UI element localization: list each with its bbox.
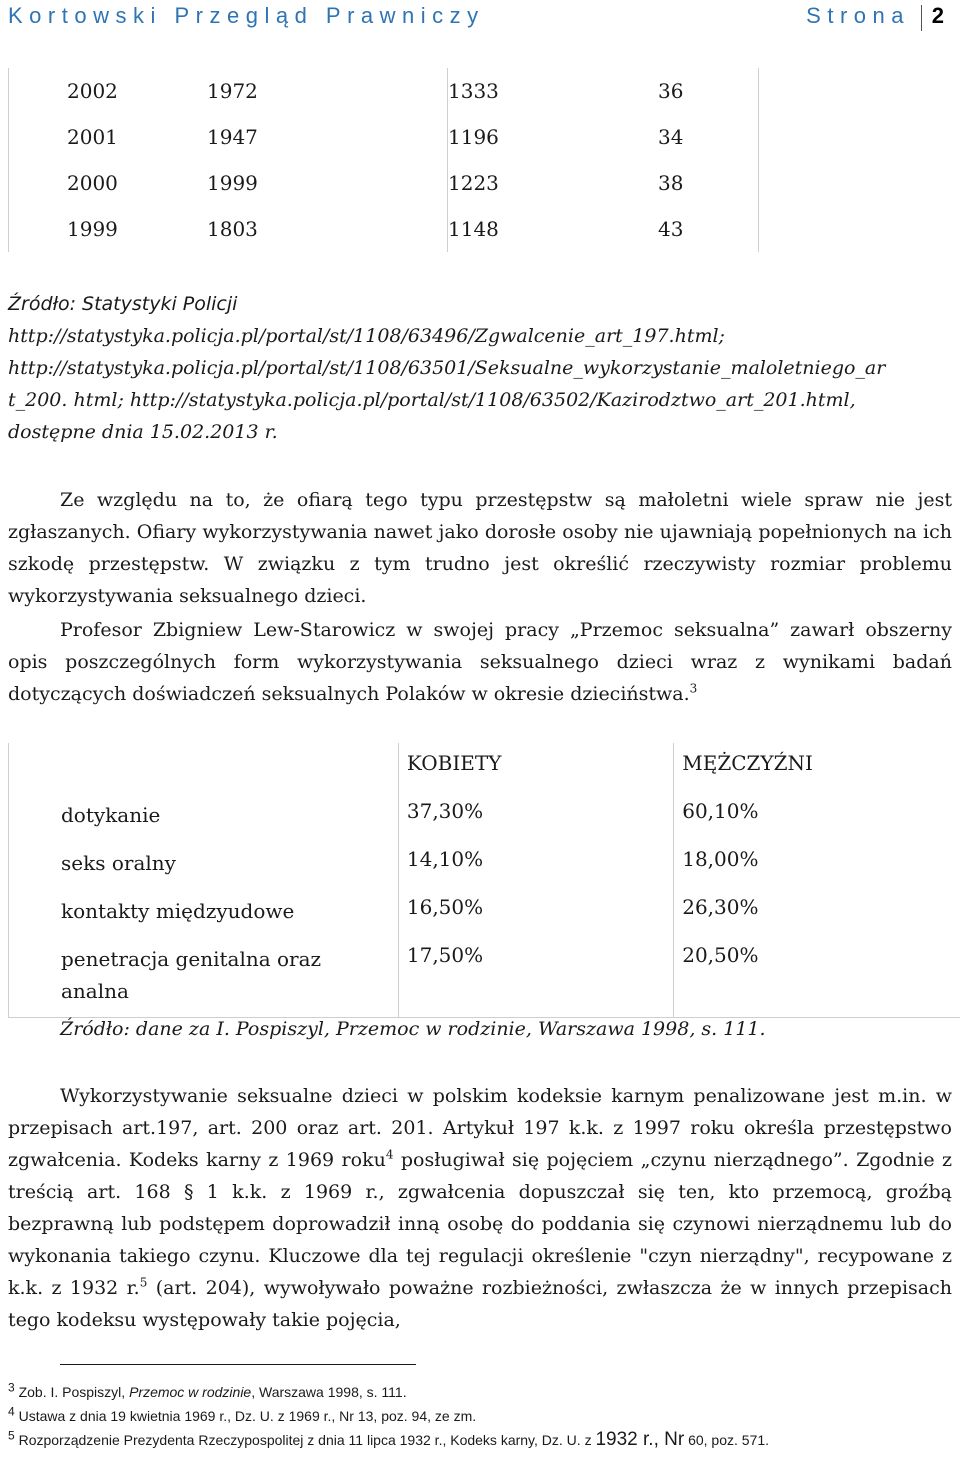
table-row bbox=[9, 895, 960, 943]
table-cell: seks oralny bbox=[9, 847, 399, 895]
footnote-title: Przemoc w rodzinie bbox=[129, 1384, 252, 1400]
table-cell: 1803 bbox=[207, 217, 258, 241]
paragraph-text: Wykorzystywanie seksualne dzieci w polskim kodeksie karnym penalizowane jest m.in. w przepisach art.197, art. 200 oraz art. 201. Artykuł 197 k.k. z 1997 roku określa przestępstwo zgwałcenia. Kodeks karny z 1969 roku bbox=[8, 1085, 952, 1171]
table-header: KOBIETY bbox=[398, 743, 673, 799]
source-note-police bbox=[8, 288, 952, 448]
paragraph-text: Ze względu na to, że ofiarą tego typu przestępstw są małoletni wiele spraw nie jest zgłaszanych. Ofiary wykorzystywania nawet jako dorosłe osoby nie ujawniają popełnionych na ich szkodę przestępstw. W związku z tym trudno jest określić rzeczywisty rozmiar problemu wykorzystywania seksualnego dzieci. bbox=[8, 489, 952, 607]
table-cell: 1223 bbox=[448, 160, 659, 206]
footnote-separator bbox=[60, 1364, 416, 1365]
footnotes bbox=[8, 1380, 952, 1452]
footnote-text: Zob. I. Pospiszyl, bbox=[14, 1384, 130, 1400]
page-header bbox=[8, 3, 952, 35]
table-row bbox=[9, 847, 960, 895]
page-label: Strona bbox=[806, 3, 910, 28]
page-number: 2 bbox=[931, 3, 944, 28]
table-cell: penetracja genitalna oraz analna bbox=[9, 943, 399, 1018]
table-row bbox=[9, 943, 960, 1018]
footnote-4 bbox=[8, 1404, 952, 1428]
footnote-text: Ustawa z dnia 19 kwietnia 1969 r., Dz. U. z 1969 r., Nr 13, poz. 94, ze zm. bbox=[14, 1408, 477, 1424]
table-cell: 2001 bbox=[9, 114, 208, 160]
source-note-pospiszyl: Źródło: dane za I. Pospiszyl, Przemoc w rodzinie, Warszawa 1998, s. 111. bbox=[60, 1018, 766, 1040]
table-border bbox=[759, 206, 760, 252]
table-header: MĘŻCZYŹNI bbox=[674, 743, 960, 799]
paragraph-intro bbox=[8, 484, 952, 612]
survey-table bbox=[8, 743, 960, 1018]
table-cell: dotykanie bbox=[9, 799, 399, 847]
table-cell: 26,30% bbox=[674, 895, 960, 943]
footnote-ref[interactable]: 3 bbox=[689, 681, 698, 696]
table-row bbox=[9, 799, 960, 847]
table-cell: 20,50% bbox=[674, 943, 960, 1018]
table-border bbox=[759, 114, 760, 160]
source-link: http://statystyka.policja.pl/portal/st/1108/63496/Zgwalcenie_art_197.html; bbox=[8, 325, 725, 347]
table-cell: 60,10% bbox=[674, 799, 960, 847]
footnote-text: Rozporządzenie Prezydenta Rzeczypospolitej z dnia 11 lipca 1932 r., Kodeks karny, Dz. U. z bbox=[14, 1432, 596, 1448]
footnote-ref[interactable]: 4 bbox=[385, 1147, 394, 1162]
table-cell: kontakty międzyudowe bbox=[9, 895, 399, 943]
table-cell: 1196 bbox=[448, 114, 659, 160]
table-cell: 36 bbox=[658, 79, 684, 103]
source-date: dostępne dnia 15.02.2013 r. bbox=[8, 421, 278, 443]
table-cell: 1947 bbox=[207, 125, 258, 149]
table-cell: 1333 bbox=[448, 68, 659, 114]
table-cell: 1999 bbox=[9, 206, 208, 252]
paragraph-text: Profesor Zbigniew Lew-Starowicz w swojej pracy „Przemoc seksualna” zawarł obszerny opis poszczególnych form wykorzystywania seksualnego dzieci wraz z wynikami badań dotyczących doświadczeń seksualnych Polaków w okresie dzieciństwa. bbox=[8, 619, 952, 705]
table-cell: 1972 bbox=[207, 79, 258, 103]
footnote-5 bbox=[8, 1428, 952, 1452]
table-cell: 14,10% bbox=[398, 847, 673, 895]
table-row bbox=[9, 114, 760, 160]
table-cell: 1999 bbox=[207, 171, 258, 195]
footnote-ref[interactable]: 5 bbox=[139, 1275, 148, 1290]
paragraph-lew-starowicz bbox=[8, 614, 952, 710]
stats-table bbox=[8, 68, 759, 252]
table-cell: 16,50% bbox=[398, 895, 673, 943]
table-row bbox=[9, 68, 760, 114]
table-header bbox=[9, 743, 399, 799]
paragraph-penal-code bbox=[8, 1080, 952, 1336]
source-link: http://statystyka.policja.pl/portal/st/1108/63501/Seksualne_wykorzystanie_maloletniego_ar bbox=[8, 357, 886, 379]
source-link: t_200. html; http://statystyka.policja.pl/portal/st/1108/63502/Kazirodztwo_art_201.html, bbox=[8, 389, 856, 411]
footnote-text: 1932 r., Nr bbox=[595, 1429, 685, 1450]
table-cell: 2002 bbox=[9, 68, 208, 114]
table-header-row bbox=[9, 743, 960, 799]
table-cell: 18,00% bbox=[674, 847, 960, 895]
table-cell: 37,30% bbox=[398, 799, 673, 847]
footnote-text: 60, poz. 571. bbox=[684, 1432, 770, 1448]
table-border bbox=[759, 160, 760, 206]
source-heading: Źródło: Statystyki Policji bbox=[8, 293, 238, 315]
footnote-number: 5 bbox=[8, 1428, 15, 1443]
table-cell: 34 bbox=[658, 125, 684, 149]
footnote-number: 3 bbox=[8, 1380, 15, 1395]
table-row bbox=[9, 160, 760, 206]
table-row bbox=[9, 206, 760, 252]
footnote-3 bbox=[8, 1380, 952, 1404]
table-cell: 1148 bbox=[448, 206, 659, 252]
paragraph-text: posługiwał się pojęciem „czynu nierządnego”. Zgodnie z treścią art. 168 § 1 k.k. z 1969 r., zgwałcenia dopuszczał się ten, kto przemocą, groźbą bezprawną lub podstępem doprowadził inną osobę do poddania się czynowi nierządnemu lub do wykonania takiego czynu. Kluczowe dla tej regulacji określenie "czyn nierządny", recypowane z k.k. z 1932 r. bbox=[8, 1149, 953, 1299]
footnote-text: , Warszawa 1998, s. 111. bbox=[251, 1384, 407, 1400]
journal-title: Kortowski Przegląd Prawniczy bbox=[8, 3, 485, 28]
table-border bbox=[759, 68, 760, 114]
header-separator bbox=[921, 5, 922, 31]
table-cell: 38 bbox=[658, 171, 684, 195]
table-cell: 2000 bbox=[9, 160, 208, 206]
table-cell: 43 bbox=[658, 217, 684, 241]
footnote-number: 4 bbox=[8, 1404, 15, 1419]
table-cell: 17,50% bbox=[398, 943, 673, 1018]
paragraph-text: (art. 204), wywoływało poważne rozbieżności, zwłaszcza że w innych przepisach tego kodeksu występowały takie pojęcia, bbox=[8, 1277, 952, 1331]
